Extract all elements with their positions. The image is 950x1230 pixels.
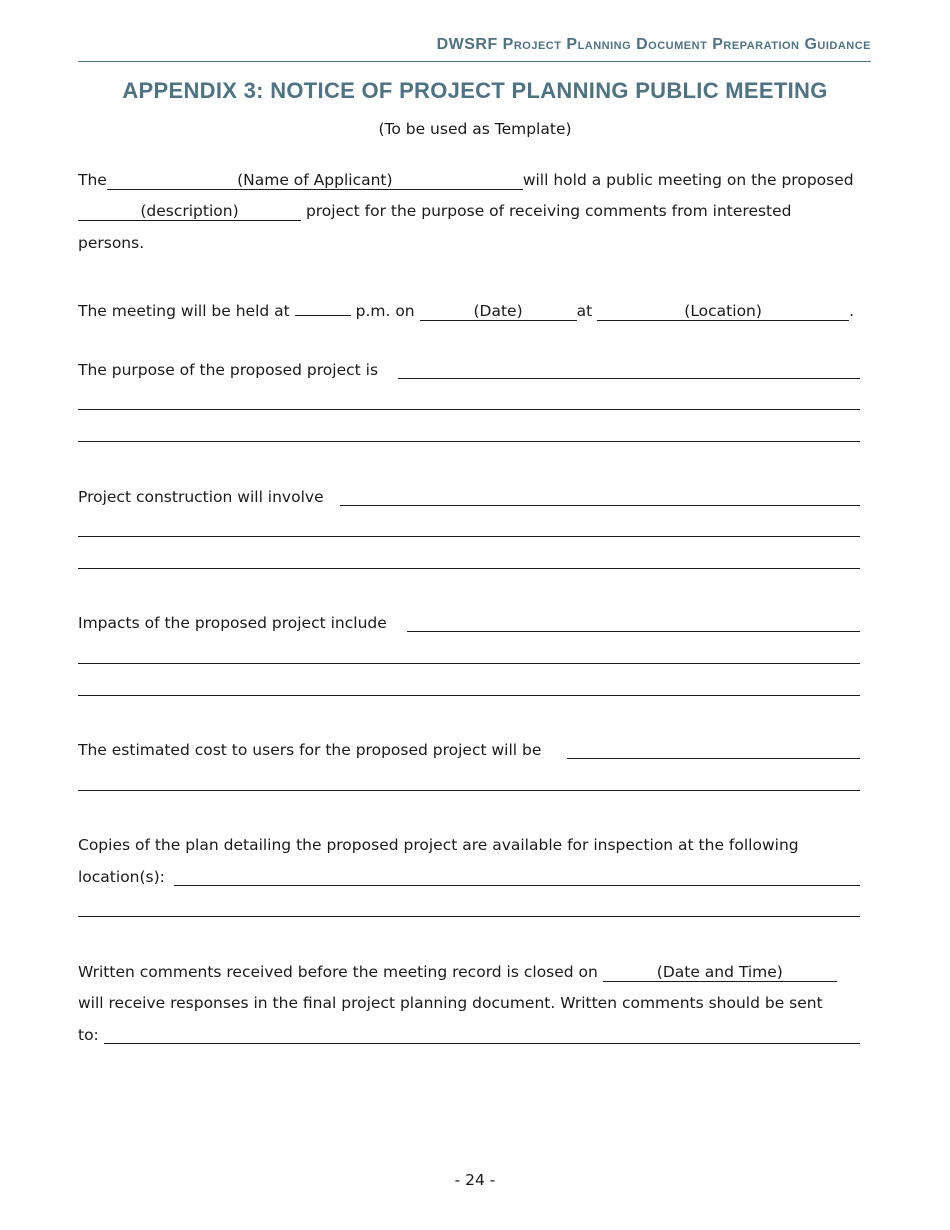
impacts-label: Impacts of the proposed project include — [78, 614, 387, 632]
para2-line — [78, 295, 855, 320]
copies-line-1[interactable] — [174, 885, 860, 886]
construction-line-3[interactable] — [78, 568, 860, 569]
cost-label: The estimated cost to users for the proposed project will be — [78, 741, 542, 759]
purpose-label: The purpose of the proposed project is — [78, 361, 379, 379]
running-header-title: DWSRF Project Planning Document Preparation Guidance — [436, 36, 871, 53]
comments-line1 — [78, 961, 837, 983]
page-number: - 24 - — [454, 1171, 496, 1189]
purpose-line-1[interactable] — [398, 378, 860, 379]
copies-line1: Copies of the plan detailing the proposed project are available for inspection at the following — [78, 836, 799, 854]
copies-line2: location(s): — [78, 868, 165, 886]
copies-line-2[interactable] — [78, 916, 860, 917]
comments-address-line[interactable] — [104, 1043, 860, 1044]
meeting-pm-text: p.m. on — [355, 302, 415, 320]
comments-line2: will receive responses in the final project planning document. Written comments should be sent — [78, 994, 823, 1012]
para1-text-after-description: project for the purpose of receiving comments from interested — [305, 202, 792, 220]
impacts-line-1[interactable] — [407, 631, 860, 632]
meeting-lead: The meeting will be held at — [78, 302, 290, 320]
purpose-line-2[interactable] — [78, 409, 860, 410]
construction-label: Project construction will involve — [78, 488, 324, 506]
para1-text-after-applicant: will hold a public meeting on the proposed — [522, 171, 854, 189]
date-placeholder: (Date) — [473, 302, 523, 320]
page-title: APPENDIX 3: NOTICE OF PROJECT PLANNING PUBLIC MEETING — [122, 78, 828, 103]
applicant-placeholder: (Name of Applicant) — [237, 171, 393, 189]
comments-line3: to: — [78, 1026, 99, 1044]
construction-line-2[interactable] — [78, 536, 860, 537]
para1-line1 — [78, 169, 854, 191]
description-field[interactable] — [78, 200, 301, 221]
para1-line3: persons. — [78, 234, 145, 252]
meeting-location-field[interactable] — [597, 300, 849, 321]
purpose-line-3[interactable] — [78, 441, 860, 442]
page-subtitle: (To be used as Template) — [378, 120, 572, 138]
location-placeholder: (Location) — [684, 302, 762, 320]
meeting-time-field[interactable] — [295, 295, 351, 316]
cost-line-1[interactable] — [567, 758, 860, 759]
cost-line-2[interactable] — [78, 790, 860, 791]
impacts-line-2[interactable] — [78, 663, 860, 664]
datetime-placeholder: (Date and Time) — [656, 963, 783, 981]
comments-datetime-field[interactable] — [603, 961, 837, 982]
para1-line2 — [78, 200, 792, 222]
para1-lead: The — [78, 171, 107, 189]
comments-lead: Written comments received before the meeting record is closed on — [78, 963, 598, 981]
impacts-line-3[interactable] — [78, 695, 860, 696]
construction-line-1[interactable] — [340, 505, 860, 506]
meeting-date-field[interactable] — [420, 300, 577, 321]
meeting-period: . — [849, 302, 855, 320]
description-placeholder: (description) — [140, 202, 239, 220]
meeting-at-text: at — [576, 302, 593, 320]
applicant-name-field[interactable] — [107, 169, 523, 190]
running-header — [78, 34, 871, 62]
